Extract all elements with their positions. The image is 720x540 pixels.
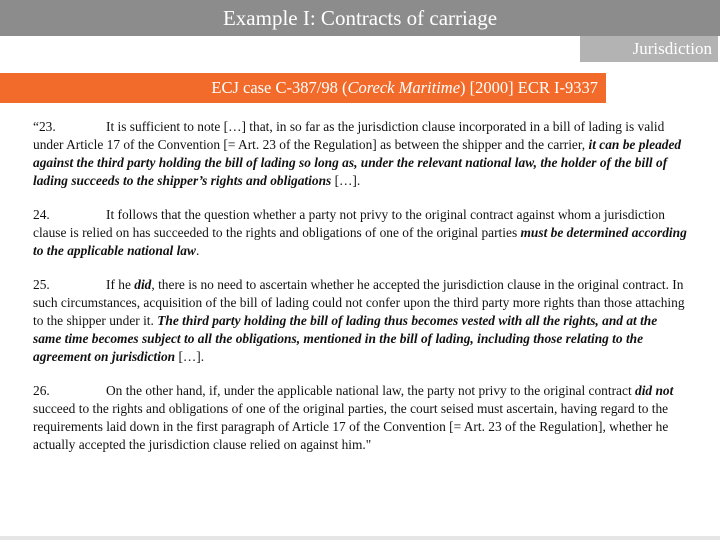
paragraph-emphasis: The third party holding the bill of lading thus becomes vested with all the rights, and at the same time becomes subject to all the obligations, mentioned in the bill of lading, including those relating to the agreement on jurisdiction — [33, 313, 658, 364]
case-banner — [0, 73, 606, 103]
paragraph-text: , there is no need to ascertain whether he accepted the jurisdiction clause in the original contract. In such circumstances, acquisition of the bill of lading could not confer upon the third party more rights than those attaching to the shipper under it. — [33, 277, 685, 328]
paragraph-emphasis: it can be pleaded against the third party holding the bill of lading so long as, under the relevant national law, the holder of the bill of lading succeeds to the shipper’s rights and obligations — [33, 137, 682, 188]
paragraph-emphasis: must be determined according to the applicable national law — [33, 225, 687, 258]
paragraph-emphasis: did — [134, 277, 152, 292]
quoted-judgment — [33, 118, 688, 470]
paragraph-text: […]. — [175, 349, 205, 364]
paragraph-23 — [33, 118, 688, 190]
paragraph-number: 25. — [33, 277, 50, 292]
section-tab-jurisdiction: Jurisdiction — [580, 36, 718, 62]
paragraph-text: […]. — [331, 173, 361, 188]
paragraph-24 — [33, 206, 688, 260]
paragraph-text: If he — [106, 277, 135, 292]
case-banner-suffix: ) [2000] ECR I-9337 — [460, 78, 598, 97]
paragraph-text: It follows that the question whether a party not privy to the original contract against whom a jurisdiction clause is relied on has succeeded to the rights and obligations of one of the original parties — [33, 207, 665, 240]
paragraph-text: . — [195, 243, 200, 258]
paragraph-text: succeed to the rights and obligations of one of the original parties, the court seised must ascertain, having regard to the requirements laid down in the first paragraph of Article 17 of the Convention [= Art. 23 of the Regulation], whether he actually accepted the jurisdiction clause relied on against him." — [33, 401, 669, 452]
paragraph-number: “23. — [33, 119, 56, 134]
case-banner-party: Coreck Maritime — [347, 78, 461, 97]
paragraph-text: It is sufficient to note […] that, in so far as the jurisdiction clause incorporated in a bill of lading is valid under Article 17 of the Convention [= Art. 23 of the Regulation] as between the shipper and the carrier, — [33, 119, 665, 152]
paragraph-25 — [33, 276, 688, 366]
case-banner-prefix: ECJ case C-387/98 ( — [211, 78, 348, 97]
paragraph-text: On the other hand, if, under the applicable national law, the party not privy to the original contract — [106, 383, 636, 398]
paragraph-number: 26. — [33, 383, 50, 398]
footer-divider — [0, 536, 720, 540]
paragraph-emphasis: did not — [635, 383, 674, 398]
section-bar — [0, 36, 720, 62]
slide-title: Example I: Contracts of carriage — [0, 0, 720, 36]
paragraph-number: 24. — [33, 207, 50, 222]
paragraph-26 — [33, 382, 688, 454]
